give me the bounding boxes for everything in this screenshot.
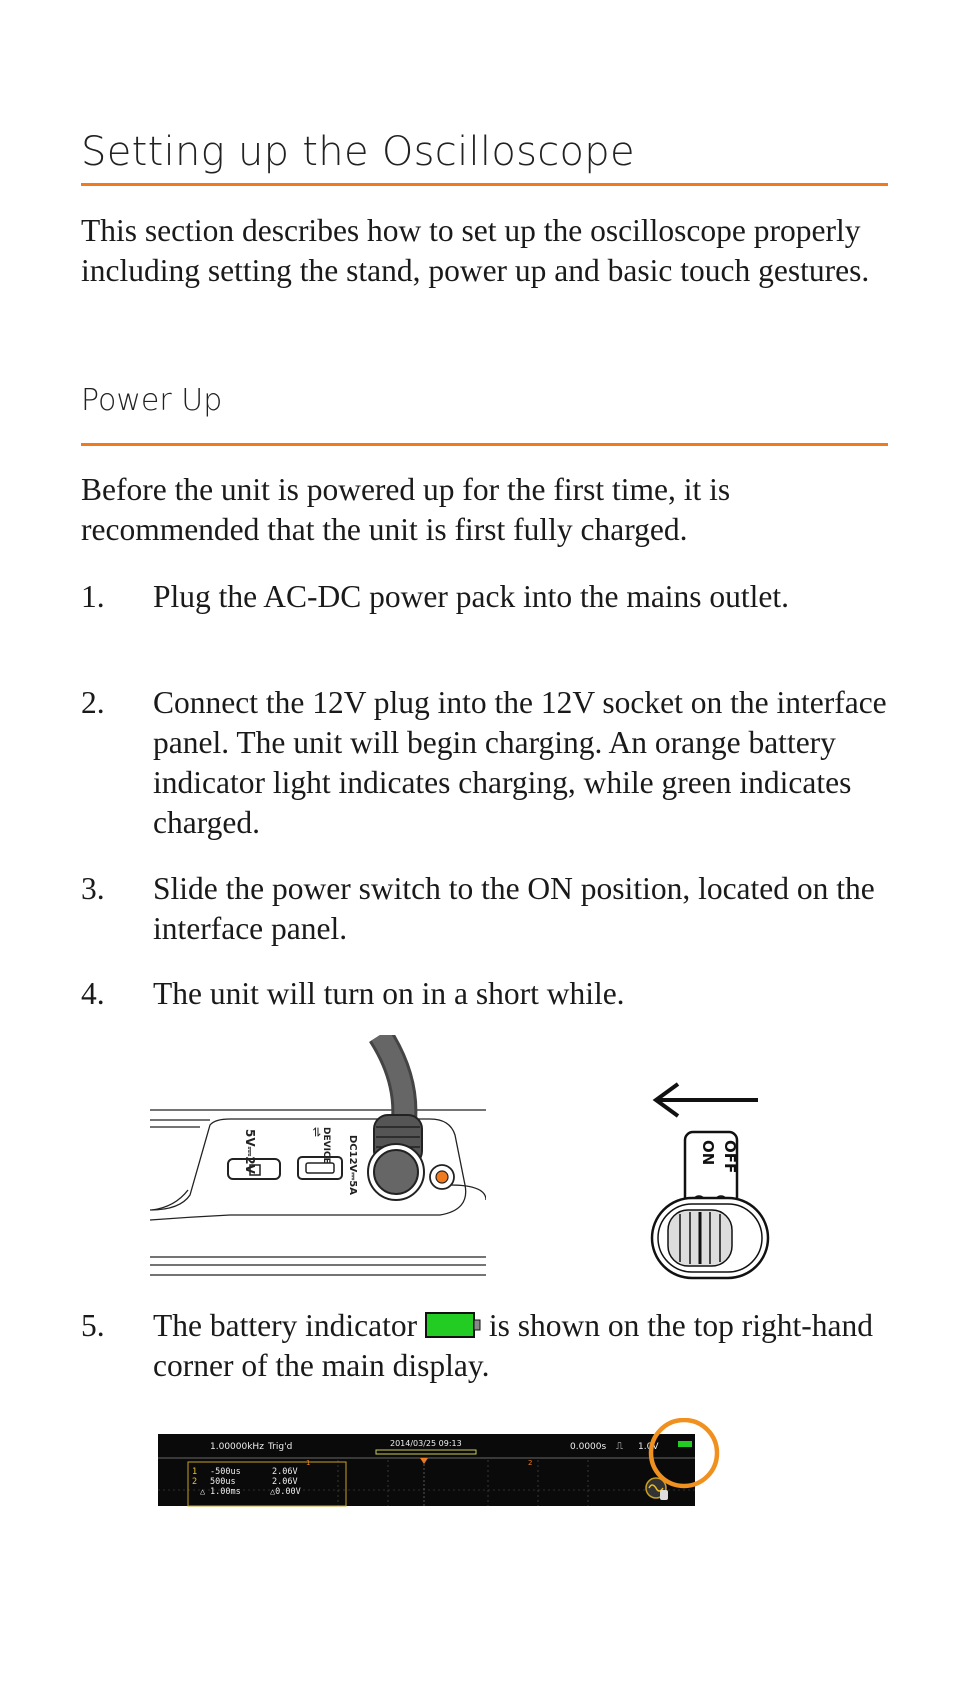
step-number: 1. — [81, 579, 105, 614]
usb-icon: ⇌ — [310, 1127, 324, 1138]
power-up-intro: Before the unit is powered up for the first time, it is recommended that the unit is first fully charged. — [81, 472, 731, 547]
volts-readout: 1.0V — [638, 1442, 659, 1452]
subsection-rule — [81, 443, 888, 446]
row-2-index: 2 — [192, 1477, 198, 1487]
row-3-volt: △0.00V — [270, 1487, 301, 1497]
subsection-title: Power Up — [81, 383, 223, 418]
step-text-before: The battery indicator — [153, 1308, 418, 1343]
slide-switch — [652, 1198, 768, 1278]
row-3-index: △ — [200, 1487, 206, 1497]
trigger-edge-icon: ⎍ — [616, 1441, 623, 1452]
step-text: Connect the 12V plug into the 12V socket on the interface panel. The unit will begin charging. An orange battery indicator light indicates charging, while green indicates charged. — [153, 685, 887, 840]
step-text — [153, 1306, 913, 1386]
date-time: 2014/03/25 09:13 — [390, 1439, 462, 1448]
interface-panel-illustration — [150, 1035, 486, 1280]
frequency-readout: 1.00000kHz — [210, 1442, 264, 1452]
arrow-left-icon — [656, 1084, 758, 1116]
step-number: 3. — [81, 871, 105, 906]
row-3-time: 1.00ms — [210, 1487, 241, 1497]
row-1-index: 1 — [192, 1467, 198, 1477]
step-number: 2. — [81, 685, 105, 720]
switch-on-label: ON — [699, 1140, 717, 1166]
section-intro: This section describes how to set up the oscilloscope properly including setting the stand, power up and basic touch gestures. — [81, 213, 870, 288]
battery-icon — [425, 1312, 481, 1338]
dc-output-port — [228, 1129, 280, 1179]
step-text: Plug the AC-DC power pack into the mains outlet. — [153, 579, 790, 614]
row-1-time: -500us — [210, 1467, 241, 1477]
cursor-marker-1: 1 — [306, 1459, 311, 1467]
switch-off-label: OFF — [721, 1140, 739, 1174]
screen-battery-icon — [678, 1441, 692, 1447]
step-number: 5. — [81, 1308, 105, 1343]
trigger-status: Trig'd — [268, 1442, 293, 1452]
step-text: The unit will turn on in a short while. — [153, 976, 625, 1011]
time-offset: 0.0000s — [570, 1442, 607, 1452]
charge-indicator-led — [430, 1165, 454, 1189]
port2-label: DEVICE — [321, 1127, 331, 1164]
page-title: Setting up the Oscilloscope — [81, 129, 635, 175]
row-2-time: 500us — [210, 1477, 236, 1487]
row-2-volt: 2.06V — [272, 1477, 298, 1487]
step-text: Slide the power switch to the ON position, located on the interface panel. — [153, 871, 875, 946]
socket-label: DC12V⎓5A — [347, 1135, 358, 1195]
step-number: 4. — [81, 976, 105, 1011]
title-rule — [81, 183, 888, 186]
row-1-volt: 2.06V — [272, 1467, 298, 1477]
port1-label: 5V⎓2V — [243, 1129, 257, 1174]
step-text-after: is shown on the top right-hand corner of the main display. — [153, 1308, 873, 1383]
dc-plug-cable — [368, 1035, 424, 1200]
usb-device-port — [298, 1127, 342, 1179]
oscilloscope-display-illustration — [158, 1418, 728, 1518]
power-switch-illustration — [648, 1080, 773, 1285]
cursor-marker-2: 2 — [528, 1459, 533, 1467]
